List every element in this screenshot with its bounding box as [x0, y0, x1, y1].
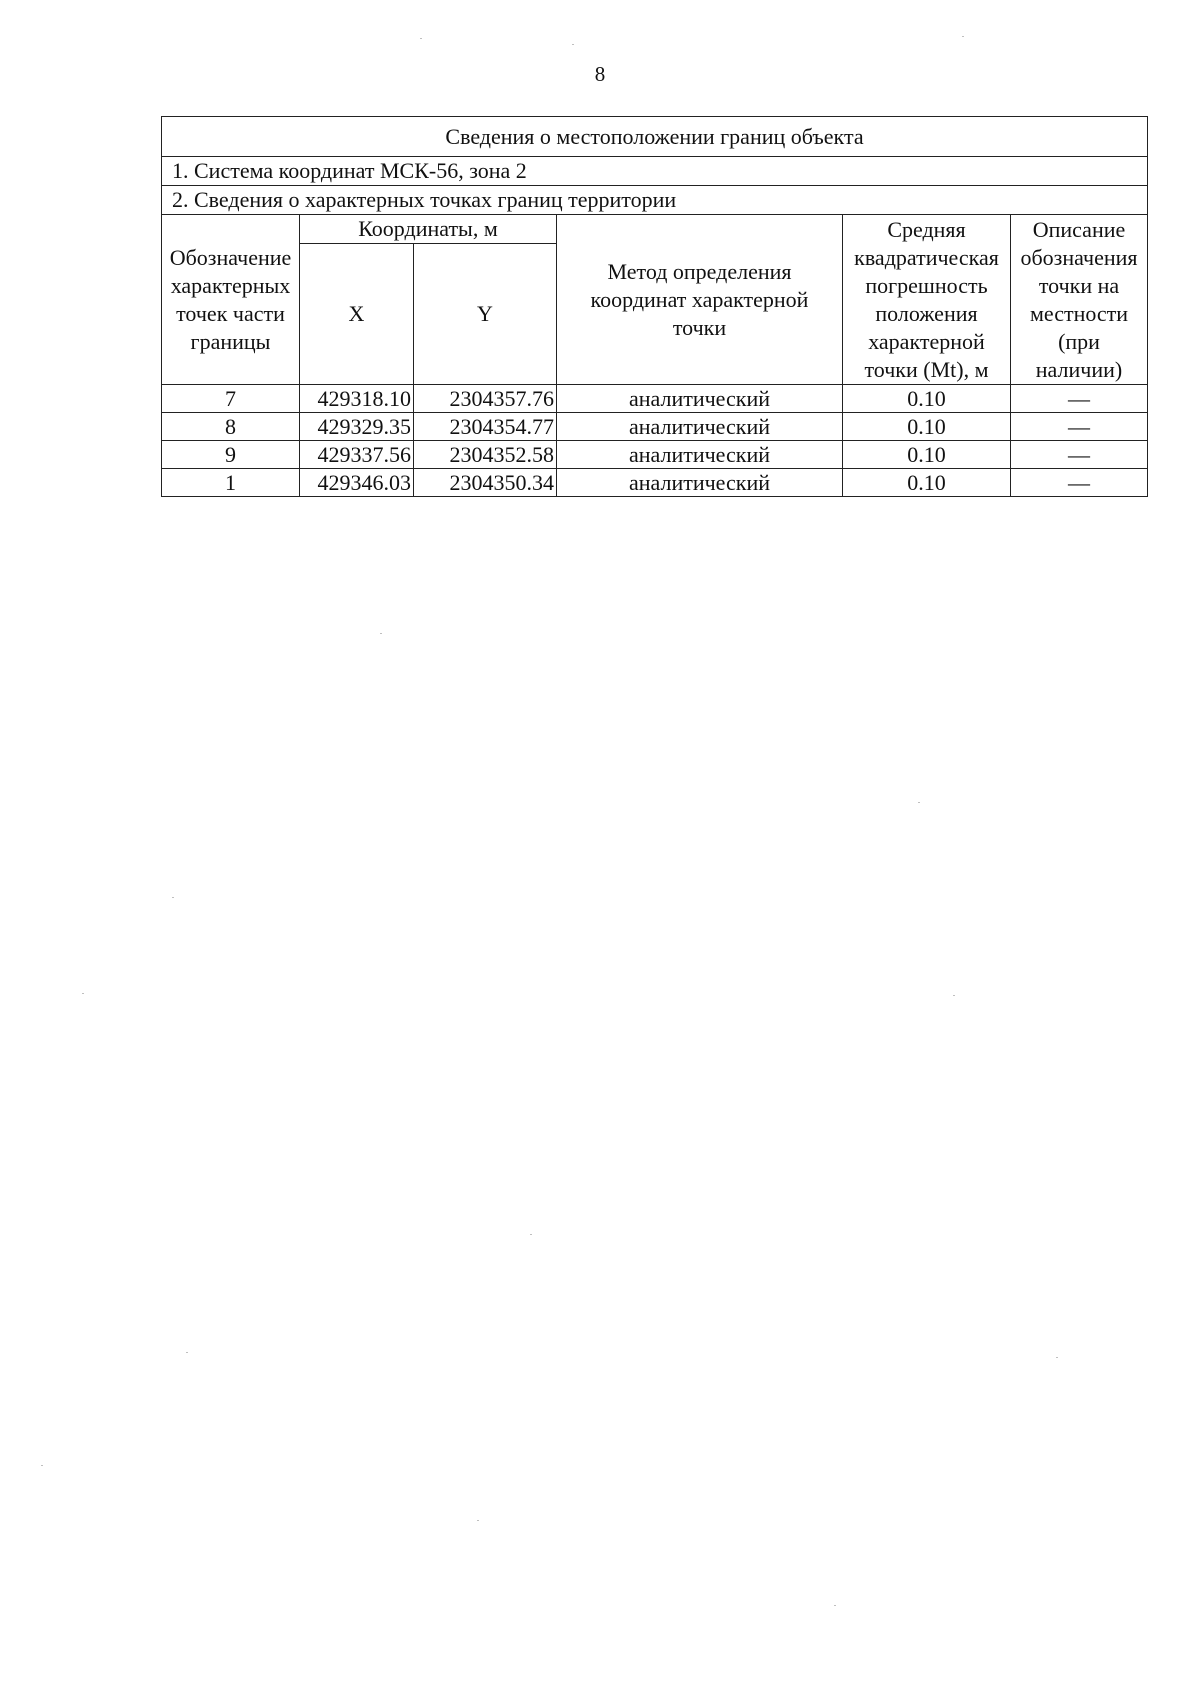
coordinate-system-row — [162, 157, 1148, 186]
description-cell: — — [1011, 441, 1148, 469]
table-title: Сведения о местоположении границ объекта — [162, 117, 1148, 157]
method-cell: аналитический — [557, 385, 843, 413]
x-cell: 429337.56 — [300, 441, 414, 469]
y-cell: 2304352.58 — [414, 441, 557, 469]
y-cell: 2304357.76 — [414, 385, 557, 413]
header-x: X — [300, 244, 414, 385]
error-cell: 0.10 — [843, 413, 1011, 441]
point-cell: 9 — [162, 441, 300, 469]
x-cell: 429329.35 — [300, 413, 414, 441]
description-cell: — — [1011, 469, 1148, 497]
point-cell: 7 — [162, 385, 300, 413]
scan-speck — [477, 1520, 479, 1521]
scan-speck — [41, 1465, 43, 1466]
method-cell: аналитический — [557, 413, 843, 441]
header-description: Описание обозначения точки на местности (при наличии) — [1011, 215, 1148, 385]
header-row-top — [162, 215, 1148, 244]
header-coordinates-group: Координаты, м — [300, 215, 557, 244]
description-cell: — — [1011, 413, 1148, 441]
scan-speck — [420, 38, 422, 39]
table-row — [162, 469, 1148, 497]
table-row — [162, 385, 1148, 413]
error-cell: 0.10 — [843, 441, 1011, 469]
x-cell: 429318.10 — [300, 385, 414, 413]
method-cell: аналитический — [557, 469, 843, 497]
scan-speck — [530, 1234, 532, 1235]
scan-speck — [572, 44, 574, 45]
description-cell: — — [1011, 385, 1148, 413]
points-heading-row — [162, 186, 1148, 215]
y-cell: 2304354.77 — [414, 413, 557, 441]
method-cell: аналитический — [557, 441, 843, 469]
header-y: Y — [414, 244, 557, 385]
table-row — [162, 441, 1148, 469]
page-number: 8 — [594, 62, 606, 86]
header-designation: Обозначение характерных точек части границы — [162, 215, 300, 385]
table-title-row — [162, 117, 1148, 157]
scan-speck — [82, 993, 84, 994]
scan-speck — [962, 36, 964, 37]
point-cell: 1 — [162, 469, 300, 497]
header-method: Метод определения координат характерной точки — [557, 215, 843, 385]
points-heading-label: 2. Сведения о характерных точках границ территории — [162, 186, 1148, 215]
boundary-coordinates-table — [161, 116, 1148, 497]
point-cell: 8 — [162, 413, 300, 441]
header-error: Средняя квадратическая погрешность положения характерной точки (Mt), м — [843, 215, 1011, 385]
table-row — [162, 413, 1148, 441]
scan-speck — [380, 633, 382, 634]
scan-speck — [918, 802, 920, 803]
y-cell: 2304350.34 — [414, 469, 557, 497]
scan-speck — [953, 995, 955, 996]
error-cell: 0.10 — [843, 385, 1011, 413]
x-cell: 429346.03 — [300, 469, 414, 497]
scan-speck — [186, 1352, 188, 1353]
scan-speck — [172, 897, 174, 898]
error-cell: 0.10 — [843, 469, 1011, 497]
scan-speck — [1056, 1357, 1058, 1358]
coordinate-system-label: 1. Система координат МСК-56, зона 2 — [162, 157, 1148, 186]
scan-speck — [834, 1605, 836, 1606]
